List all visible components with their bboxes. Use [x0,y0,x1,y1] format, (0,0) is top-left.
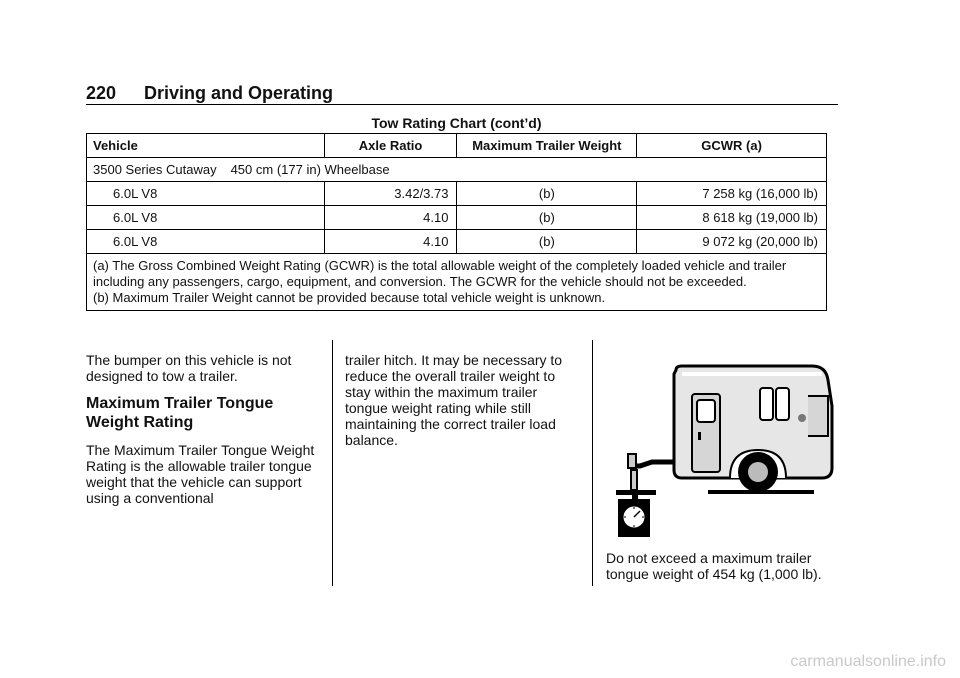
cell-vehicle: 6.0L V8 [87,182,325,206]
group-cell [87,158,827,182]
text-column-2 [345,352,581,458]
column-header-vehicle: Vehicle [87,134,325,158]
cell-max-trailer-weight: (b) [457,182,637,206]
series-name: 3500 Series Cutaway [93,162,217,177]
cell-axle-ratio: 4.10 [324,230,457,254]
trailer-tongue-scale-illustration [612,358,834,540]
column-header-axle-ratio: Axle Ratio [324,134,457,158]
illustration-caption: Do not exceed a maximum trailer tongue weight of 454 kg (1,000 lb). [606,550,822,582]
hitch-paragraph: trailer hitch. It may be necessary to reduce the overall trailer weight to stay within the maximum trailer tongue weight rating while still maintaining the correct trailer load balance. [345,352,563,448]
wheelbase: 450 cm (177 in) Wheelbase [230,162,390,177]
watermark: carmanualsonline.info [790,653,946,670]
table-title: Tow Rating Chart (cont’d) [371,115,542,131]
column-divider [592,340,593,586]
table-row [87,206,827,230]
section-heading: Maximum Trailer Tongue Weight Rating [86,395,274,431]
cell-gcwr: 9 072 kg (20,000 lb) [637,230,827,254]
cell-gcwr: 7 258 kg (16,000 lb) [637,182,827,206]
section-title: Driving and Operating [144,83,334,103]
page-number: 220 [86,83,117,103]
cell-gcwr: 8 618 kg (19,000 lb) [637,206,827,230]
cell-vehicle: 6.0L V8 [87,206,325,230]
page-header [86,83,838,103]
cell-max-trailer-weight: (b) [457,230,637,254]
column-divider [332,340,333,586]
cell-max-trailer-weight: (b) [457,206,637,230]
cell-axle-ratio: 3.42/3.73 [324,182,457,206]
cell-axle-ratio: 4.10 [324,206,457,230]
note-b: (b) Maximum Trailer Weight cannot be provided because total vehicle weight is unknown. [93,290,606,305]
note-a: (a) The Gross Combined Weight Rating (GCWR) is the total allowable weight of the completely loaded vehicle and trailer including any passengers, cargo, equipment, and conversion. The GCWR for the vehicle should not be exceeded. [93,258,787,289]
table-notes-row [87,254,827,311]
bumper-paragraph: The bumper on this vehicle is not designed to tow a trailer. [86,352,292,384]
table-group-row [87,158,827,182]
table-row [87,230,827,254]
tongue-weight-paragraph: The Maximum Trailer Tongue Weight Rating is the allowable trailer tongue weight that the vehicle can support using a conventional [86,442,315,506]
table-notes [87,254,827,311]
tow-rating-table [86,133,827,311]
header-rule [86,104,838,105]
cell-vehicle: 6.0L V8 [87,230,325,254]
column-header-gcwr: GCWR (a) [637,134,827,158]
column-header-max-trailer-weight: Maximum Trailer Weight [457,134,637,158]
table-row [87,182,827,206]
table-header-row [87,134,827,158]
text-column-1 [86,352,318,516]
